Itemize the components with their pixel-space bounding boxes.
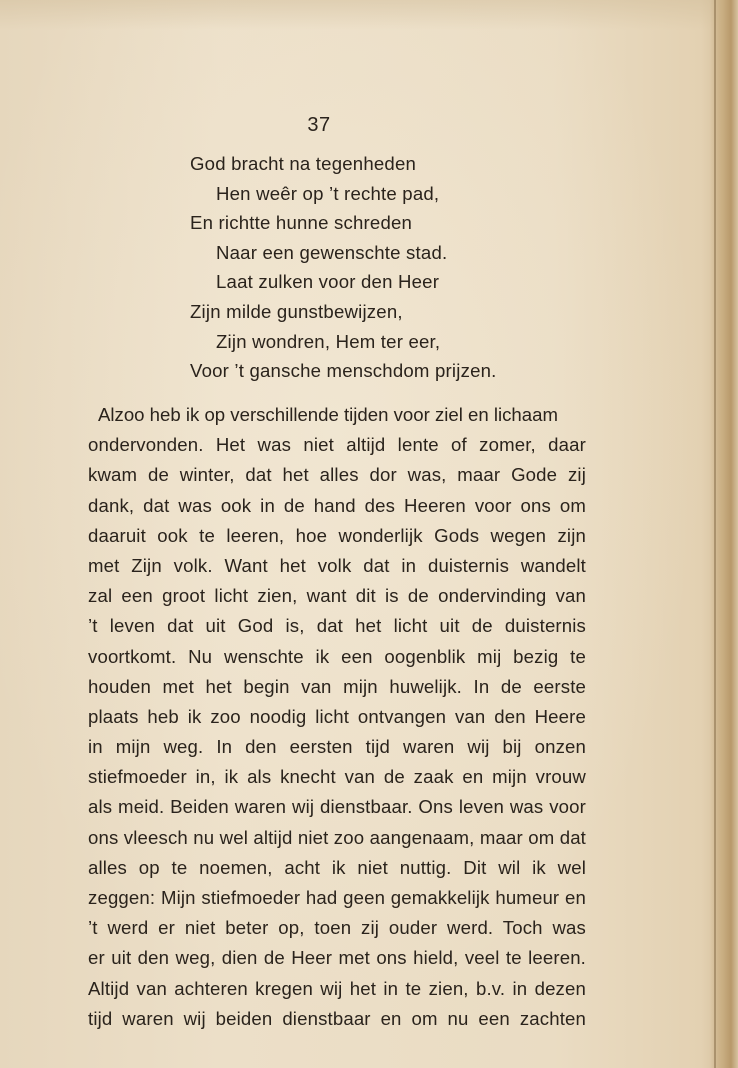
prose-line: voortkomt. Nu wenschte ik een oogenblik mij bezig te — [88, 645, 586, 667]
prose-line: met Zijn volk. Want het volk dat in duisternis wandelt — [88, 554, 586, 576]
prose-line: Alzoo heb ik op verschillende tijden voor ziel en lichaam — [98, 404, 558, 425]
page-top-shade — [0, 0, 738, 30]
prose-line: alles op te noemen, acht ik niet nuttig. Dit wil ik wel — [88, 856, 586, 878]
prose-line: daaruit ook te leeren, hoe wonderlijk Gods wegen zijn — [88, 524, 586, 546]
prose-line: dank, dat was ook in de hand des Heeren voor ons om — [88, 494, 586, 516]
poem-line: Laat zulken voor den Heer — [216, 271, 440, 293]
prose-line: ons vleesch nu wel altijd niet zoo aangenaam, maar om dat — [88, 826, 586, 848]
poem-line: Naar een gewenschte stad. — [216, 241, 448, 263]
poem-line: Voor ’t gansche menschdom prijzen. — [190, 360, 497, 382]
page-number: 37 — [307, 114, 331, 136]
prose-line: kwam de winter, dat het alles dor was, maar Gode zij — [88, 464, 586, 486]
page-binding-line — [714, 0, 716, 1068]
poem-line: En richtte hunne schreden — [190, 212, 413, 234]
prose-line: Altijd van achteren kregen wij het in te zien, b.v. in dezen — [88, 977, 586, 999]
poem-line: God bracht na tegenheden — [190, 153, 417, 174]
prose-line: ’t leven dat uit God is, dat het licht uit de duisternis — [88, 615, 586, 637]
prose-line: stiefmoeder in, ik als knecht van de zaak en mijn vrouw — [88, 766, 586, 788]
prose-line: er uit den weg, dien de Heer met ons hield, veel te leeren. — [88, 947, 586, 969]
poem-stanza — [190, 149, 610, 386]
prose-line: houden met het begin van mijn huwelijk. In de eerste — [88, 675, 586, 697]
prose-line: ondervonden. Het was niet altijd lente of zomer, daar — [88, 434, 586, 456]
prose-line: als meid. Beiden waren wij dienstbaar. Ons leven was voor — [88, 796, 586, 818]
poem-line: Zijn wondren, Hem ter eer, — [216, 330, 441, 352]
poem-line: Hen weêr op ’t rechte pad, — [216, 182, 440, 204]
prose-line: zal een groot licht zien, want dit is de ondervinding van — [88, 585, 586, 607]
prose-line: in mijn weg. In den eersten tijd waren wij bij onzen — [88, 736, 586, 758]
prose-line: plaats heb ik zoo noodig licht ontvangen van den Heere — [88, 705, 586, 727]
prose-line: ’t werd er niet beter op, toen zij ouder werd. Toch was — [88, 917, 586, 939]
prose-line: zeggen: Mijn stiefmoeder had geen gemakkelijk humeur en — [88, 887, 586, 908]
prose-paragraph — [88, 400, 586, 1034]
prose-line: tijd waren wij beiden dienstbaar en om nu een zachten — [88, 1007, 586, 1029]
poem-line: Zijn milde gunstbewijzen, — [190, 300, 403, 322]
